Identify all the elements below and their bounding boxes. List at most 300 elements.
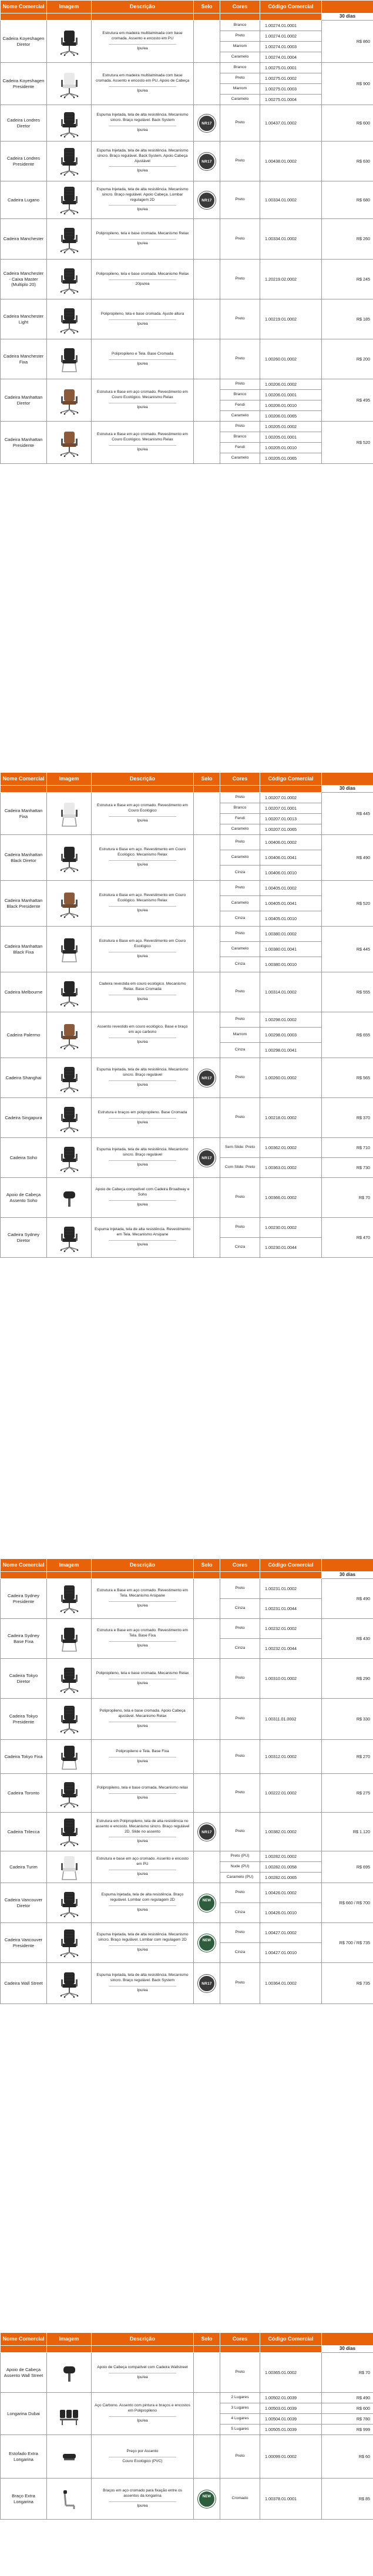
variant-color: Marrom bbox=[220, 84, 260, 95]
variant-code: 1.00230.01.0002 bbox=[260, 1218, 322, 1238]
variant-code: 1.00312.01.0002 bbox=[260, 1740, 322, 1774]
product-row bbox=[1, 1218, 373, 1238]
variant-color: Cinza bbox=[220, 911, 260, 927]
product-description bbox=[92, 105, 194, 142]
product-price: R$ 85 bbox=[322, 2479, 373, 2520]
sled-black-icon bbox=[59, 345, 80, 374]
product-price: R$ 655 bbox=[322, 1012, 373, 1058]
product-description bbox=[92, 1098, 194, 1138]
swivel-tan-icon bbox=[59, 889, 80, 918]
variant-code: 1.00207.01.0001 bbox=[260, 803, 322, 814]
price-sheet-page-3 bbox=[0, 1558, 373, 2153]
product-row bbox=[1, 927, 373, 942]
description-text: Polipropileno, tela e base cromada. Ajuste altura bbox=[100, 311, 184, 316]
description-packing: Ipu/ea bbox=[137, 1871, 148, 1876]
variant-code: 1.00427.01.0002 bbox=[260, 1923, 322, 1943]
description-text: Estrutura e Base em aço cromado. Revestimento em Couro Ecológico bbox=[96, 803, 189, 813]
product-row bbox=[1, 21, 373, 31]
product-price: R$ 270 bbox=[322, 1740, 373, 1774]
variant-code: 1.00206.01.0010 bbox=[260, 400, 322, 411]
description-divider bbox=[109, 1080, 176, 1081]
product-seal bbox=[194, 181, 220, 219]
description-text: Estrutura e Base em aço. Revestimento em Couro Ecológico. Mecanismo Relax bbox=[99, 847, 186, 857]
variant-code: 1.00365.01.0002 bbox=[260, 2353, 322, 2393]
product-seal bbox=[194, 1813, 220, 1851]
product-seal bbox=[194, 379, 220, 422]
variant-color: Preto bbox=[220, 142, 260, 181]
price-sheet-page-4 bbox=[0, 2332, 373, 2576]
mesh-black-icon bbox=[59, 1664, 80, 1693]
product-price: R$ 695 bbox=[322, 1851, 373, 1883]
product-name: Cadeira Sydney Base Fixa bbox=[1, 1619, 47, 1659]
mesh-black-icon bbox=[59, 224, 80, 254]
product-price: R$ 200 bbox=[322, 339, 373, 379]
product-image bbox=[47, 972, 92, 1012]
product-description bbox=[92, 1963, 194, 2004]
variant-code: 1.00311.01.0002 bbox=[260, 1699, 322, 1740]
variant-color: Cinza bbox=[220, 1043, 260, 1058]
product-description bbox=[92, 1813, 194, 1851]
description-packing: Ipu/ea bbox=[137, 862, 148, 867]
product-description bbox=[92, 1579, 194, 1619]
nr17-badge-icon bbox=[198, 1975, 216, 1992]
header-spacer bbox=[260, 2346, 322, 2353]
variant-price: R$ 710 bbox=[322, 1138, 373, 1158]
product-description bbox=[92, 2435, 194, 2479]
description-divider bbox=[109, 239, 176, 240]
variant-code: 1.00406.01.0002 bbox=[260, 835, 322, 850]
price-sheet-page-1 bbox=[0, 0, 373, 664]
product-seal bbox=[194, 1619, 220, 1659]
product-image bbox=[47, 1012, 92, 1058]
product-row bbox=[1, 1659, 373, 1699]
header-descricao: Descrição bbox=[92, 1559, 194, 1572]
description-text: Estrutura e base em aço cromado. Assento e encosto em PU bbox=[96, 1857, 189, 1867]
product-seal bbox=[194, 21, 220, 63]
product-image bbox=[47, 1098, 92, 1138]
description-packing: Ipu/ea bbox=[137, 1681, 148, 1685]
description-text: Polipropileno, tela e base cromada. Mecanismo relax bbox=[96, 1785, 189, 1790]
product-name: Cadeira Koyeshagen Diretor bbox=[1, 21, 47, 63]
product-seal bbox=[194, 881, 220, 927]
header-spacer bbox=[92, 1572, 194, 1579]
product-seal bbox=[194, 1883, 220, 1923]
product-price: R$ 565 bbox=[322, 1058, 373, 1098]
product-image bbox=[47, 1813, 92, 1851]
swivel-tan-icon bbox=[59, 1021, 80, 1050]
product-price: R$ 445 bbox=[322, 927, 373, 972]
product-name: Cadeira Manhattan Black Presidente bbox=[1, 881, 47, 927]
mesh-black-icon bbox=[59, 109, 80, 138]
product-description bbox=[92, 793, 194, 835]
product-name: Cadeira Turim bbox=[1, 1851, 47, 1883]
variant-color: Preto bbox=[220, 379, 260, 390]
product-image bbox=[47, 260, 92, 299]
product-seal bbox=[194, 1178, 220, 1218]
product-seal bbox=[194, 1740, 220, 1774]
variant-code: 1.00205.01.0001 bbox=[260, 432, 322, 443]
header-spacer bbox=[220, 1572, 260, 1579]
description-packing: Ipu/ea bbox=[137, 1082, 148, 1087]
variant-color: Com Slide: Preto bbox=[220, 1158, 260, 1178]
description-packing: Ipu/ea bbox=[137, 954, 148, 958]
variant-color: 4 Lugares bbox=[220, 2414, 260, 2425]
product-name: Cadeira Manhattan Black Diretor bbox=[1, 835, 47, 881]
variant-code: 1.00406.01.0041 bbox=[260, 850, 322, 866]
variant-color: Branco bbox=[220, 803, 260, 814]
product-seal bbox=[194, 1579, 220, 1619]
description-text: Estrutura e Base em aço cromado. Revestimento em Couro Ecológico. Mecanismo Relax bbox=[96, 390, 189, 400]
product-name: Cadeira Tokyo Diretor bbox=[1, 1659, 47, 1699]
product-name: Cadeira Manhattan Black Fixa bbox=[1, 927, 47, 972]
variant-color: Preto bbox=[220, 1012, 260, 1028]
description-text: Espuma Injetada, tela de alta resistência. Mecanismo sincro. Braço regulável. Back System. Apoio Cabeça Ajustável bbox=[96, 148, 189, 163]
variant-color: Preto bbox=[220, 1058, 260, 1098]
description-text: Assento revestido em couro ecológico. Base e braço em aço carbono bbox=[97, 1025, 188, 1035]
description-divider bbox=[109, 1905, 176, 1906]
variant-code: 1.00426.01.0002 bbox=[260, 1883, 322, 1903]
variant-color: Caramelo bbox=[220, 411, 260, 422]
header-prazo: 30 dias bbox=[322, 14, 373, 21]
arm-icon bbox=[59, 2484, 80, 2514]
header-nome-comercial: Nome Comercial bbox=[1, 773, 47, 786]
badge-label: NEW bbox=[202, 2494, 211, 2498]
description-packing: Ipu/ea bbox=[137, 241, 148, 245]
variant-code: 1.00405.01.0041 bbox=[260, 896, 322, 911]
mesh-black-icon bbox=[59, 305, 80, 334]
description-divider bbox=[109, 1160, 176, 1161]
product-description bbox=[92, 835, 194, 881]
variant-color: Preto bbox=[220, 1963, 260, 2004]
variant-color: Preto bbox=[220, 881, 260, 896]
description-packing: Ipu/ea bbox=[137, 1795, 148, 1800]
product-description bbox=[92, 2353, 194, 2393]
product-description bbox=[92, 1012, 194, 1058]
description-text: Espuma Injetada, tela de alta resistência. Revestimento em Tela. Mecanismo Arsipane bbox=[95, 1227, 190, 1237]
description-packing: Ipu/ea bbox=[137, 908, 148, 912]
variant-color: 2 Lugares bbox=[220, 2393, 260, 2403]
variant-code: 1.00427.01.0010 bbox=[260, 1943, 322, 1963]
badge-label: NR17 bbox=[201, 121, 212, 126]
header-spacer bbox=[47, 786, 92, 793]
variant-code: 1.00380.01.0002 bbox=[260, 927, 322, 942]
description-packing: Ipu/ea bbox=[137, 1120, 148, 1124]
sled-black-icon bbox=[59, 935, 80, 964]
variant-code: 1.00275.01.0002 bbox=[260, 73, 322, 84]
new-badge-icon bbox=[198, 2490, 216, 2508]
header-imagem: Imagem bbox=[47, 2333, 92, 2346]
description-packing: Ipu/ea bbox=[137, 1603, 148, 1608]
description-divider bbox=[109, 359, 176, 360]
nr17-badge-icon bbox=[198, 191, 216, 209]
product-price: R$ 520 bbox=[322, 881, 373, 927]
variant-color: Cinza bbox=[220, 866, 260, 881]
header-selo: Selo bbox=[194, 2333, 220, 2346]
header-cores: Cores bbox=[220, 2333, 260, 2346]
variant-color: Cinza bbox=[220, 957, 260, 972]
header-selo: Selo bbox=[194, 1559, 220, 1572]
description-text: Espuma Injetada, tela de alta resistência. Mecanismo sincro. Braço regulável. Lombar com regulagem 2D bbox=[96, 1932, 189, 1942]
product-image bbox=[47, 1963, 92, 2004]
product-row bbox=[1, 1699, 373, 1740]
variant-color: Preto bbox=[220, 927, 260, 942]
description-divider bbox=[109, 319, 176, 320]
header-spacer bbox=[92, 786, 194, 793]
variant-color: Caramelo bbox=[220, 850, 260, 866]
product-name: Cadeira Manhattan Diretor bbox=[1, 379, 47, 422]
variant-code: 1.00275.01.0004 bbox=[260, 95, 322, 105]
description-divider bbox=[109, 1118, 176, 1119]
variant-code: 1.00260.01.0002 bbox=[260, 1058, 322, 1098]
product-description bbox=[92, 1138, 194, 1178]
description-divider bbox=[109, 205, 176, 206]
product-description bbox=[92, 299, 194, 339]
product-row bbox=[1, 1740, 373, 1774]
variant-code: 1.00406.01.0010 bbox=[260, 866, 322, 881]
product-seal bbox=[194, 835, 220, 881]
product-image bbox=[47, 1923, 92, 1963]
variant-code: 1.00334.01.0002 bbox=[260, 219, 322, 260]
product-name: Cadeira Londres Diretor bbox=[1, 105, 47, 142]
variant-code: 1.00382.01.0002 bbox=[260, 1813, 322, 1851]
header-imagem: Imagem bbox=[47, 1, 92, 14]
product-row bbox=[1, 835, 373, 850]
nr17-badge-icon bbox=[198, 153, 216, 170]
variant-code: 1.00231.01.0002 bbox=[260, 1579, 322, 1599]
variant-code: 1.00218.01.0002 bbox=[260, 1098, 322, 1138]
description-packing: Ipu/ea bbox=[137, 2503, 148, 2508]
variant-code: 1.00274.01.0004 bbox=[260, 52, 322, 63]
product-name: Cadeira Sydney Presidente bbox=[1, 1579, 47, 1619]
product-price: R$ 1.120 bbox=[322, 1813, 373, 1851]
variant-color: Preto bbox=[220, 1774, 260, 1813]
header-nome-comercial: Nome Comercial bbox=[1, 1559, 47, 1572]
variant-code: 1.00275.01.0003 bbox=[260, 84, 322, 95]
badge-label: NEW bbox=[202, 1898, 211, 1902]
header-descricao: Descrição bbox=[92, 773, 194, 786]
product-price: R$ 900 bbox=[322, 63, 373, 105]
variant-color: Preto bbox=[220, 1699, 260, 1740]
product-name: Cadeira Tokyo Presidente bbox=[1, 1699, 47, 1740]
header-codigo-comercial: Código Comercial bbox=[260, 1559, 322, 1572]
product-row bbox=[1, 299, 373, 339]
header-preco bbox=[322, 1559, 373, 1572]
product-name: Cadeira Vancouver Presidente bbox=[1, 1923, 47, 1963]
header-nome-comercial: Nome Comercial bbox=[1, 1, 47, 14]
variant-color: Caramelo bbox=[220, 52, 260, 63]
header-descricao: Descrição bbox=[92, 2333, 194, 2346]
variant-code: 1.00205.01.0065 bbox=[260, 453, 322, 464]
variant-color: Preto bbox=[220, 181, 260, 219]
product-description bbox=[92, 260, 194, 299]
product-seal bbox=[194, 1058, 220, 1098]
header-preco bbox=[322, 773, 373, 786]
header-preco bbox=[322, 2333, 373, 2346]
product-name: Cadeira Sydney Diretor bbox=[1, 1218, 47, 1258]
product-seal bbox=[194, 1659, 220, 1699]
product-name: Cadeira Singapura bbox=[1, 1098, 47, 1138]
description-text: Polipropileno e Tela. Base Cromada bbox=[111, 351, 174, 356]
product-price: R$ 70 bbox=[322, 1178, 373, 1218]
variant-code: 1.00298.01.0041 bbox=[260, 1043, 322, 1058]
variant-code: 1.00207.01.0002 bbox=[260, 793, 322, 803]
variant-color: Cinza bbox=[220, 1599, 260, 1619]
description-divider bbox=[109, 44, 176, 45]
product-price: R$ 700 / R$ 735 bbox=[322, 1923, 373, 1963]
description-text: Estrutura em Polipropileno, tela de alta resistência no assento e encosto. Mecanismo sincro. Braço regulável 2D. Slide no assento bbox=[95, 1819, 190, 1834]
variant-code: 1.00274.01.0003 bbox=[260, 42, 322, 52]
product-price: R$ 260 bbox=[322, 219, 373, 260]
product-row bbox=[1, 379, 373, 390]
header-codigo-comercial: Código Comercial bbox=[260, 773, 322, 786]
product-description bbox=[92, 422, 194, 464]
variant-code: 1.00362.01.0002 bbox=[260, 1138, 322, 1158]
product-image bbox=[47, 63, 92, 105]
product-price: R$ 630 bbox=[322, 142, 373, 181]
nr17-badge-icon bbox=[198, 1069, 216, 1087]
description-text: Polipropileno, tela e base cromada. Apoio Cabeça ajustável. Mecanismo Relax bbox=[99, 1709, 186, 1719]
product-row bbox=[1, 142, 373, 181]
bench-icon bbox=[59, 2399, 80, 2429]
header-selo: Selo bbox=[194, 1, 220, 14]
variant-code: 1.00298.01.0002 bbox=[260, 1012, 322, 1028]
variant-color: Preto bbox=[220, 1659, 260, 1699]
variant-color: Preto bbox=[220, 1218, 260, 1238]
variant-code: 1.00230.01.0044 bbox=[260, 1238, 322, 1258]
product-name: Cadeira Toronto bbox=[1, 1774, 47, 1813]
variant-code: 1.00314.01.0002 bbox=[260, 972, 322, 1012]
product-seal bbox=[194, 2393, 220, 2435]
description-divider bbox=[109, 86, 176, 87]
description-text: Espuma Injetada, tela de alta resistência. Mecanismo sincro. Braço regulável bbox=[96, 1068, 189, 1077]
price-table bbox=[0, 772, 373, 1258]
description-packing: Ipu/ea bbox=[137, 1839, 148, 1844]
variant-code: 1.00099.01.0002 bbox=[260, 2435, 322, 2479]
variant-color: Preto bbox=[220, 1923, 260, 1943]
product-seal bbox=[194, 2479, 220, 2520]
product-row bbox=[1, 1138, 373, 1158]
description-packing: Ipu/ea bbox=[137, 361, 148, 366]
header-spacer bbox=[1, 14, 47, 21]
mesh-black-icon bbox=[59, 1103, 80, 1133]
description-packing: Ipu/ea bbox=[137, 2418, 148, 2423]
header-spacer bbox=[220, 786, 260, 793]
variant-code: 1.00232.01.0044 bbox=[260, 1639, 322, 1659]
sled-black-icon bbox=[59, 1624, 80, 1654]
product-description bbox=[92, 181, 194, 219]
headrest-icon bbox=[59, 2358, 80, 2388]
badge-label: NR17 bbox=[201, 1076, 212, 1080]
product-row bbox=[1, 1619, 373, 1639]
description-text: Preço por Assento bbox=[126, 2449, 159, 2453]
product-seal bbox=[194, 219, 220, 260]
description-packing: Ipu/ea bbox=[137, 1759, 148, 1763]
variant-color: Preto bbox=[220, 1098, 260, 1138]
product-price: R$ 330 bbox=[322, 1699, 373, 1740]
product-image bbox=[47, 422, 92, 464]
header-spacer bbox=[194, 14, 220, 21]
variant-code: 1.00364.01.0002 bbox=[260, 1963, 322, 2004]
variant-code: 1.00378.01.0001 bbox=[260, 2479, 322, 2520]
variant-color: Preto bbox=[220, 2353, 260, 2393]
product-image bbox=[47, 181, 92, 219]
product-price: R$ 495 bbox=[322, 379, 373, 422]
badge-label: NR17 bbox=[201, 1830, 212, 1834]
description-packing: 20pu/ea bbox=[135, 281, 150, 286]
nr17-badge-icon bbox=[198, 115, 216, 132]
sled-black-icon bbox=[59, 1742, 80, 1772]
product-price: R$ 660 / R$ 700 bbox=[322, 1883, 373, 1923]
description-packing: Ipu/ea bbox=[137, 1907, 148, 1912]
product-seal bbox=[194, 1923, 220, 1963]
product-description bbox=[92, 1923, 194, 1963]
description-text: Polipropileno, tela e base cromada. Mecanismo Relax bbox=[96, 1671, 189, 1675]
variant-code: 1.00334.01.0002 bbox=[260, 181, 322, 219]
header-preco bbox=[322, 1, 373, 14]
product-price: R$ 70 bbox=[322, 2353, 373, 2393]
mesh-black-tall-icon bbox=[59, 1817, 80, 1847]
mesh-black-tall-icon bbox=[59, 1705, 80, 1734]
product-row bbox=[1, 793, 373, 803]
product-price: R$ 60 bbox=[322, 2435, 373, 2479]
product-name: Cadeira Palermo bbox=[1, 1012, 47, 1058]
product-name: Cadeira Shanghai bbox=[1, 1058, 47, 1098]
header-cores: Cores bbox=[220, 1, 260, 14]
product-image bbox=[47, 881, 92, 927]
variant-code: 1.00275.01.0001 bbox=[260, 63, 322, 73]
header-spacer bbox=[260, 14, 322, 21]
variant-code: 1.00437.01.0002 bbox=[260, 105, 322, 142]
variant-color: Preto bbox=[220, 1579, 260, 1599]
description-packing: Ipu/ea bbox=[137, 46, 148, 50]
product-price: R$ 245 bbox=[322, 260, 373, 299]
product-row bbox=[1, 2393, 373, 2403]
product-price: R$ 490 bbox=[322, 1579, 373, 1619]
product-image bbox=[47, 2393, 92, 2435]
swivel-dark-icon bbox=[59, 978, 80, 1007]
description-divider bbox=[109, 1601, 176, 1602]
product-description bbox=[92, 1851, 194, 1883]
description-packing: Ipu/ea bbox=[137, 1039, 148, 1044]
description-divider bbox=[109, 1793, 176, 1794]
product-name: Cadeira Melbourne bbox=[1, 972, 47, 1012]
description-divider bbox=[109, 166, 176, 167]
description-text: Braços em aço cromado para fixação entre os assentos da longarina bbox=[103, 2489, 182, 2498]
variant-color: Preto bbox=[220, 422, 260, 432]
mesh-black-icon bbox=[59, 1888, 80, 1918]
product-seal bbox=[194, 260, 220, 299]
description-divider bbox=[109, 1200, 176, 1201]
header-spacer bbox=[47, 1572, 92, 1579]
product-description bbox=[92, 1883, 194, 1923]
product-row bbox=[1, 1813, 373, 1851]
variant-code: 1.00206.01.0002 bbox=[260, 379, 322, 390]
product-row bbox=[1, 1178, 373, 1218]
header-prazo: 30 dias bbox=[322, 786, 373, 793]
product-description bbox=[92, 1659, 194, 1699]
product-image bbox=[47, 1774, 92, 1813]
product-price: R$ 185 bbox=[322, 299, 373, 339]
product-description bbox=[92, 1774, 194, 1813]
description-packing: Couro Ecológico (PVC) bbox=[122, 2459, 163, 2463]
variant-color: 3 Lugares bbox=[220, 2403, 260, 2414]
product-image bbox=[47, 1740, 92, 1774]
product-price: R$ 275 bbox=[322, 1774, 373, 1813]
variant-code: 1.00366.01.0002 bbox=[260, 1178, 322, 1218]
header-nome-comercial: Nome Comercial bbox=[1, 2333, 47, 2346]
product-name: Cadeira Manchester - Caixa Master (Multiplo 20) bbox=[1, 260, 47, 299]
variant-code: 1.00438.01.0002 bbox=[260, 142, 322, 181]
